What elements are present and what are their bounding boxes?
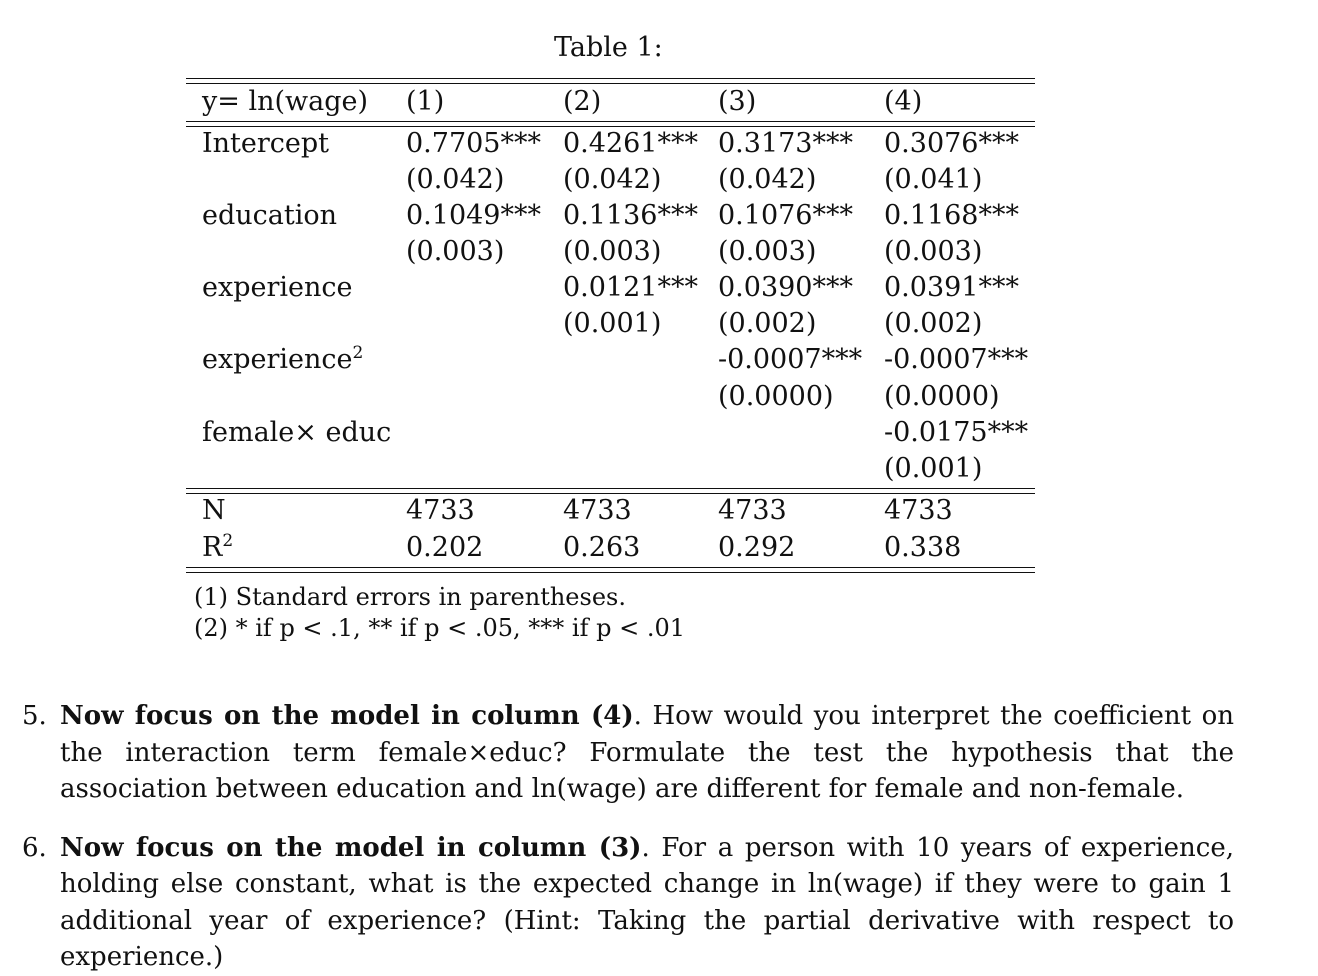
question-text: . For a person with 10 years of experience, holding else constant, what is the expected change in ln(wage) if they were to gain 1 additional year of experience? (Hint: Taking the partial derivative with respect to experience.) xyxy=(60,832,1234,972)
se-cell: (0.003) xyxy=(718,236,817,267)
question-emphasis: Now focus on the model in column (3) xyxy=(60,832,642,863)
coef-cell: 0.4261*** xyxy=(563,128,698,159)
se-cell: (0.041) xyxy=(884,164,983,195)
question-item xyxy=(22,698,1234,808)
row-label: education xyxy=(202,200,337,231)
se-cell: (0.003) xyxy=(884,236,983,267)
y-label: y= ln(wage) xyxy=(202,86,369,117)
se-cell: (0.003) xyxy=(406,236,505,267)
row-label: N xyxy=(202,495,226,526)
table-row-female-educ-se xyxy=(186,451,1035,487)
se-cell: (0.042) xyxy=(406,164,505,195)
bottom-rule xyxy=(186,567,1035,568)
row-label: experience xyxy=(202,272,353,303)
coef-cell: 0.0390*** xyxy=(718,272,853,303)
stat-cell: 4733 xyxy=(884,495,953,526)
table-row-intercept-se xyxy=(186,162,1035,198)
coef-cell: -0.0175*** xyxy=(884,417,1029,448)
row-label: Intercept xyxy=(202,128,330,159)
table-row-experience-squared-se xyxy=(186,379,1035,415)
col-header-1: (1) xyxy=(406,86,445,117)
superscript: 2 xyxy=(352,343,364,363)
se-cell: (0.042) xyxy=(718,164,817,195)
table-row-experience-squared xyxy=(186,342,1035,378)
question-number: 5. xyxy=(22,701,47,731)
se-cell: (0.0000) xyxy=(718,381,834,412)
coef-cell: 0.1049*** xyxy=(406,200,541,231)
coef-cell: -0.0007*** xyxy=(718,344,863,375)
table-row-intercept xyxy=(186,126,1035,162)
stat-cell: 4733 xyxy=(406,495,475,526)
coef-cell: 0.1136*** xyxy=(563,200,698,231)
header-row xyxy=(186,84,1035,120)
stat-cell: 0.292 xyxy=(718,532,796,563)
stats-rule xyxy=(186,488,1035,489)
coef-cell: 0.1168*** xyxy=(884,200,1019,231)
se-cell: (0.042) xyxy=(563,164,662,195)
se-cell: (0.0000) xyxy=(884,381,1000,412)
question-list xyxy=(22,698,1234,976)
coef-cell: -0.0007*** xyxy=(884,344,1029,375)
table-row-education-se xyxy=(186,234,1035,270)
table-row-female-educ xyxy=(186,415,1035,451)
stat-cell: 0.263 xyxy=(563,532,641,563)
question-text: . How would you interpret the coefficient on the interaction term female×educ? Formulate the test the hypothesis that the association between education and ln(wage) are different for female and non-female. xyxy=(60,701,1234,804)
table-notes xyxy=(194,582,685,644)
col-header-2: (2) xyxy=(563,86,602,117)
question-number: 6. xyxy=(22,832,47,863)
coef-cell: 0.7705*** xyxy=(406,128,541,159)
coef-cell: 0.1076*** xyxy=(718,200,853,231)
table-row-experience xyxy=(186,270,1035,306)
se-cell: (0.001) xyxy=(884,453,983,484)
coef-cell: 0.3076*** xyxy=(884,128,1019,159)
note-line: (2) * if p < .1, ** if p < .05, *** if p < .01 xyxy=(194,614,686,642)
col-header-4: (4) xyxy=(884,86,923,117)
coef-cell: 0.0391*** xyxy=(884,272,1019,303)
table-row-r2 xyxy=(186,530,1035,566)
coef-cell: 0.0121*** xyxy=(563,272,698,303)
row-label: experience$^2$ xyxy=(202,343,364,375)
stat-cell: 0.338 xyxy=(884,532,962,563)
table-row-experience-se xyxy=(186,306,1035,342)
col-header-3: (3) xyxy=(718,86,757,117)
superscript: 2 xyxy=(222,531,234,551)
stat-cell: 0.202 xyxy=(406,532,484,563)
row-label: $R^2$ xyxy=(202,531,234,563)
table-caption: Table 1: xyxy=(554,32,663,63)
stat-cell: 4733 xyxy=(718,495,787,526)
table-row-education xyxy=(186,198,1035,234)
bottom-rule-double xyxy=(186,572,1035,573)
se-cell: (0.002) xyxy=(884,308,983,339)
header-rule xyxy=(186,121,1035,122)
stat-cell: 4733 xyxy=(563,495,632,526)
se-cell: (0.002) xyxy=(718,308,817,339)
table-row-n xyxy=(186,493,1035,529)
question-item xyxy=(22,830,1234,976)
se-cell: (0.003) xyxy=(563,236,662,267)
coef-cell: 0.3173*** xyxy=(718,128,853,159)
top-rule xyxy=(186,78,1035,79)
se-cell: (0.001) xyxy=(563,308,662,339)
note-line: (1) Standard errors in parentheses. xyxy=(194,583,626,611)
question-emphasis: Now focus on the model in column (4) xyxy=(60,701,634,731)
row-label: female× educ xyxy=(202,417,392,448)
